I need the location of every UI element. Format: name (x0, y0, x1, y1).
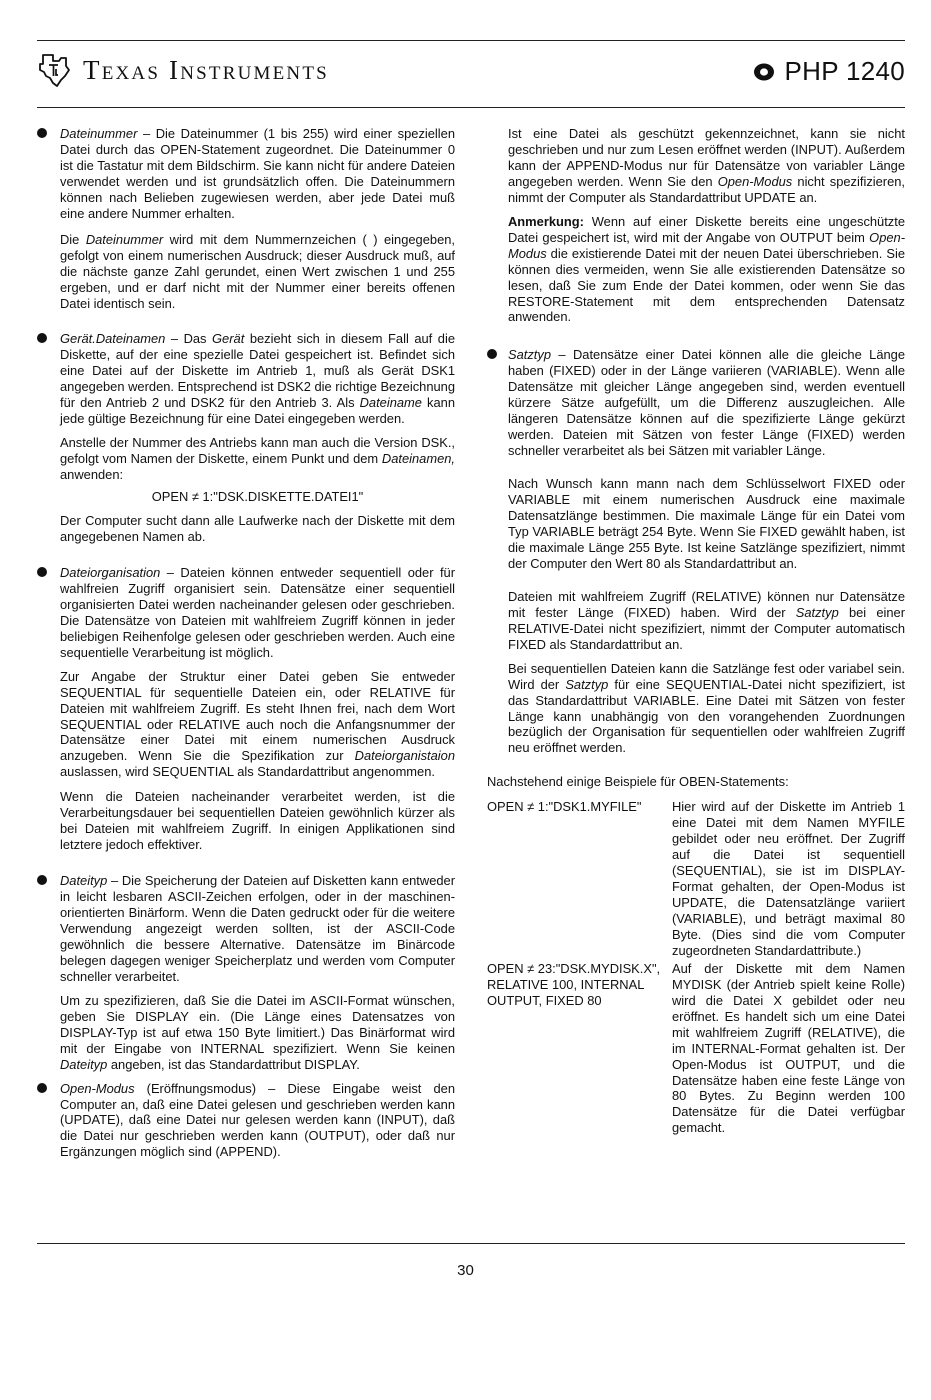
term: Satztyp (795, 604, 839, 620)
text: Zur Angabe der Struktur einer Datei geben Sie entweder SEQUENTIAL für sequentielle Dateien ein, oder RELATIVE für Dateien mit wahlfreiem Zugriff. Es steht Ihnen frei, nach dem Wort SEQUENTIAL oder RELATIVE auch noch die Anfangsnummer der Datensätze einer Datei mit einem numerischen Ausdruck anzugeben. Wenn Sie die Spezifikation zur (60, 668, 455, 764)
bullet-icon (37, 1083, 47, 1093)
example-code: OPEN ≠ 1:"DSK1.MYFILE" (487, 799, 642, 815)
term: Dateiname (359, 395, 422, 411)
right-column (487, 126, 905, 1136)
example-description: Auf der Diskette mit dem Namen MYDISK (der Antrieb spielt keine Rolle) wird die Datei X gebildet oder neu eröffnet. Es handelt sich um eine Datei mit wahlfreiem Zugriff (RELATIVE), die im INTERNAL-Format gehalten ist. Der Open-Modus ist OUTPUT, und die Datensätze haben eine feste Länge von 80 Bytes. Zu Beginn werden 100 Datensätze für die Datei verfügbar gemacht. (672, 960, 905, 1136)
paragraph (60, 1081, 455, 1161)
paragraph (37, 993, 455, 1073)
text: angeben, ist das Standardattribut DISPLAY. (107, 1056, 360, 1072)
text: nicht spezifizieren, nimmt der Computer als Standardattribut UPDATE an. (508, 173, 906, 205)
footer-rule (37, 1243, 905, 1244)
ti-state-logo-icon (37, 52, 71, 88)
header-rule (37, 107, 905, 108)
paragraph (37, 669, 455, 781)
bullet-icon (37, 567, 47, 577)
page-header (37, 52, 905, 102)
text: – Die Speicherung der Dateien auf Disketten kann entweder in leicht lesbaren ASCII-Zeichen erfolgen, oder in der maschinen-orientierten Binärform. Wenn die Daten gedruckt oder für die weitere Verwendung angezeigt werden sollten, ist der ASCII-Code gewöhnlich die bessere Alternative. Datensätze im Binärcode belegen dagegen weniger Speicherplatz und werden vom Computer schneller verarbeitet. (60, 873, 455, 984)
paragraph (60, 565, 455, 661)
term: Satztyp (565, 676, 609, 692)
example-description: Hier wird auf der Diskette im Antrieb 1 eine Datei mit dem Namen MYFILE gebildet oder neu eröffnet. Der Zugriff auf die Datei ist sequentiell (SEQUENTIAL), sie ist im DISPLAY-Format gehalten, der Open-Modus ist UPDATE, die Datensatzlänge variiert (VARIABLE), und beträgt maximal 80 Byte. (Dies sind die vom Computer zugeordneten Standardattribute.) (672, 799, 905, 958)
text: für eine SEQUENTIAL-Datei nicht spezifiziert, ist das Standardattribut VARIABLE. Eine Datei mit Sätzen von fester Länge kann unabhängig von den vorangehenden Zuordnungen bezüglich der Organisation für sequentiellen oder wahlfreien Zugriff neu eröffnet werden. (508, 676, 905, 756)
text: Ist eine Datei als geschützt gekennzeichnet, kann sie nicht geschrieben und nur zum Lesen eröffnet werden (INPUT). Außerdem kann der APPEND-Modus nur für Datensätze von variabler Länge angegeben werden. Wenn Sie den (508, 126, 905, 189)
text: die existierende Datei mit der neuen Datei überschrieben. Sie können dies vermeiden, wenn Sie alle existierenden Datensätze so lesen, daß Sie zum Ende der Datei kommen, oder wenn Sie das RESTORE-Statement mit dem entsprechenden Datensatz anwenden. (508, 245, 905, 325)
list-item-dateinummer (37, 126, 455, 222)
paragraph (60, 873, 455, 985)
bullet-icon (37, 333, 47, 343)
text: Wenn auf einer Diskette bereits eine ungeschützte Datei gespeichert ist, wird mit der Angabe von OUTPUT beim (508, 213, 905, 245)
list-item-satztyp (487, 347, 905, 459)
text: auslassen, wird SEQUENTIAL als Standardattribut angenommen. (60, 764, 435, 780)
term: Gerät (212, 331, 245, 347)
paragraph: Nach Wunsch kann mann nach dem Schlüsselwort FIXED oder VARIABLE mit einem numerischen Ausdruck eine maximale Datensatzlänge bestimmen. Die maximale Länge für ein Datei vom Typ VARIABLE beträgt 254 Byte. Wenn Sie FIXED gewählt haben, ist die maximale Länge 255 Byte. Ist keine Satzlänge spezifiziert, nimmt der Computer den Wert 80 als Standardattribut an. (508, 476, 905, 571)
text: Um zu spezifizieren, daß Sie die Datei im ASCII-Format wünschen, geben Sie DISPLAY ein. (Die Länge eines Datensatzes von DISPLAY-Typ ist auf etwa 150 Byte limitiert.) Das Binärformat wird mit der Eingabe von INTERNAL spezifiziert. Wenn Sie keinen (60, 992, 455, 1056)
text: – Dateien können entweder sequentiell oder für wahlfreien Zugriff organisiert sein. Datensätze einer sequentiell organisierten Datei werden nacheinander gelesen oder geschrieben. Die Datensätze von Dateien mit wahlfreiem Zugriff können in jeder beliebigen Reihenfolge gelesen oder geschrieben werden. Auch eine sequentielle Verarbeitung ist möglich. (60, 564, 455, 660)
note-label: Anmerkung: (508, 213, 584, 229)
list-item-geraet-dateinamen (37, 331, 455, 427)
php-bullet-logo-icon (753, 62, 775, 82)
paragraph: Der Computer sucht dann alle Laufwerke nach der Diskette mit dem angegebenen Namen ab. (60, 513, 455, 544)
text: Dateien mit wahlfreiem Zugriff (RELATIVE) können nur Datensätze mit fester Länge (FIXED) haben. Wird der (508, 588, 905, 620)
paragraph (37, 435, 455, 483)
example-code: OPEN ≠ 23:"DSK.MYDISK.X", RELATIVE 100, INTERNAL OUTPUT, FIXED 80 (487, 960, 661, 1008)
term: Dateinummer (85, 231, 164, 247)
brand (37, 52, 329, 88)
list-item-dateityp (37, 873, 455, 985)
term: Dateiorganisation (60, 564, 161, 580)
paragraph (60, 126, 455, 222)
paragraph: Wenn die Dateien nacheinander verarbeitet werden, ist die Verarbeitungsdauer bei sequentiellen Dateien gewöhnlich kürzer als bei Dateien mit wahlfreiem Zugriff. In einigen Applikationen sind letztere jedoch effektiver. (60, 789, 455, 853)
bullet-icon (37, 875, 47, 885)
bullet-icon (487, 349, 497, 359)
text: kann jede gültige Bezeichnung für eine Datei eingegeben werden. (60, 395, 455, 427)
term: Dateiorganistaion (354, 748, 455, 764)
top-rule (37, 40, 905, 41)
text: Anstelle der Nummer des Antriebs kann man auch die Version DSK., gefolgt vom Namen der Diskette, einem Punkt und dem (60, 435, 455, 467)
code-example: OPEN ≠ 1:"DSK.DISKETTE.DATEI1" (151, 489, 364, 505)
term: Open-Modus (60, 1080, 135, 1096)
paragraph (487, 126, 905, 206)
paragraph (487, 589, 905, 653)
term: Dateinamen, (381, 451, 455, 467)
list-item-open-modus (37, 1081, 455, 1161)
paragraph: Nachstehend einige Beispiele für OBEN-Statements: (487, 774, 789, 790)
term: Open-Modus (717, 173, 793, 189)
text: bezieht sich in diesem Fall auf die Diskette, auf der eine spezielle Datei gespeichert ist. Befindet sich eine Datei auf der Diskette im Antrieb 1, muß als Gerät DSK1 angegeben werden. Entsprechend ist DSK2 die richtige Bezeichnung für den Antrieb 2 und DSK2 für den Antrieb 3. Als (60, 331, 455, 411)
paragraph (60, 331, 455, 427)
model-label (753, 56, 905, 87)
example-row (487, 799, 905, 959)
term: Dateityp (60, 1056, 108, 1072)
model-name: PHP 1240 (784, 56, 905, 86)
text: anwenden: (60, 467, 124, 483)
example-row (487, 961, 905, 1136)
bullet-icon (37, 128, 47, 138)
term: Satztyp (508, 347, 551, 363)
text: Die (60, 231, 86, 247)
term: Dateinummer (60, 126, 138, 141)
text: bei einer RELATIVE-Datei nicht spezifiziert, nimmt der Computer automatisch FIXED als Standardattribut an. (508, 604, 906, 652)
paragraph (37, 232, 455, 312)
text: – Datensätze einer Datei können alle die gleiche Länge haben (FIXED) oder in der Länge variieren (VARIABLE). Wenn alle Datensätze mit gleicher Länge angegeben sind, werden eventuell kürzere Sätze aufgefüllt, um die Differenz auszugleichen. Alle längeren Datensätze können auf die spezifizierte Länge gekürzt werden. Dateien mit Sätzen von fester Länge (FIXED) werden schneller verarbeitet als bei Sätzen mit variabler Länge. (508, 347, 905, 459)
text: (Eröffnungsmodus) – Diese Eingabe weist den Computer an, daß eine Datei gelesen und geschrieben werden kann (UPDATE), daß eine Datei nur gelesen werden kann (INPUT), daß die Datei nur geschrieben werden kann (OUTPUT), oder daß nur Ergänzungen möglich sind (APPEND). (60, 1080, 455, 1160)
term: Gerät.Dateinamen (60, 331, 166, 347)
text: Bei sequentiellen Dateien kann die Satzlänge fest oder variabel sein. Wird der (508, 660, 905, 692)
brand-name: Texas Instruments (83, 54, 329, 85)
text: – Das (165, 331, 213, 347)
list-item-dateiorganisation (37, 565, 455, 661)
paragraph (508, 347, 905, 459)
note-paragraph (487, 214, 905, 326)
text: – Die Dateinummer (1 bis 255) wird einer speziellen Datei durch das OPEN-Statement zugeordnet. Die Dateinummer 0 ist die Tastatur mit dem Bildschirm. Sie kann nicht für andere Dateien verwendet werden und ist grundsätzlich offen. Die Dateinummern können nach Belieben zugewiesen werden, aber jede Datei muß eine andere Nummer erhalten. (60, 126, 455, 221)
term: Dateityp (60, 873, 108, 889)
page-number: 30 (457, 1262, 474, 1279)
text: wird mit dem Nummernzeichen ( ) eingegeben, gefolgt von einem numerischen Ausdruck; dieser Ausdruck muß, auf die nächste ganze Zahl gerundet, einen Wert zwischen 1 und 255 ergeben, und er darf nicht mit der Nummer einer bereits offenen Datei identisch sein. (60, 231, 455, 311)
paragraph (487, 661, 905, 757)
term: Open-Modus (508, 229, 905, 261)
left-column (37, 126, 455, 1160)
